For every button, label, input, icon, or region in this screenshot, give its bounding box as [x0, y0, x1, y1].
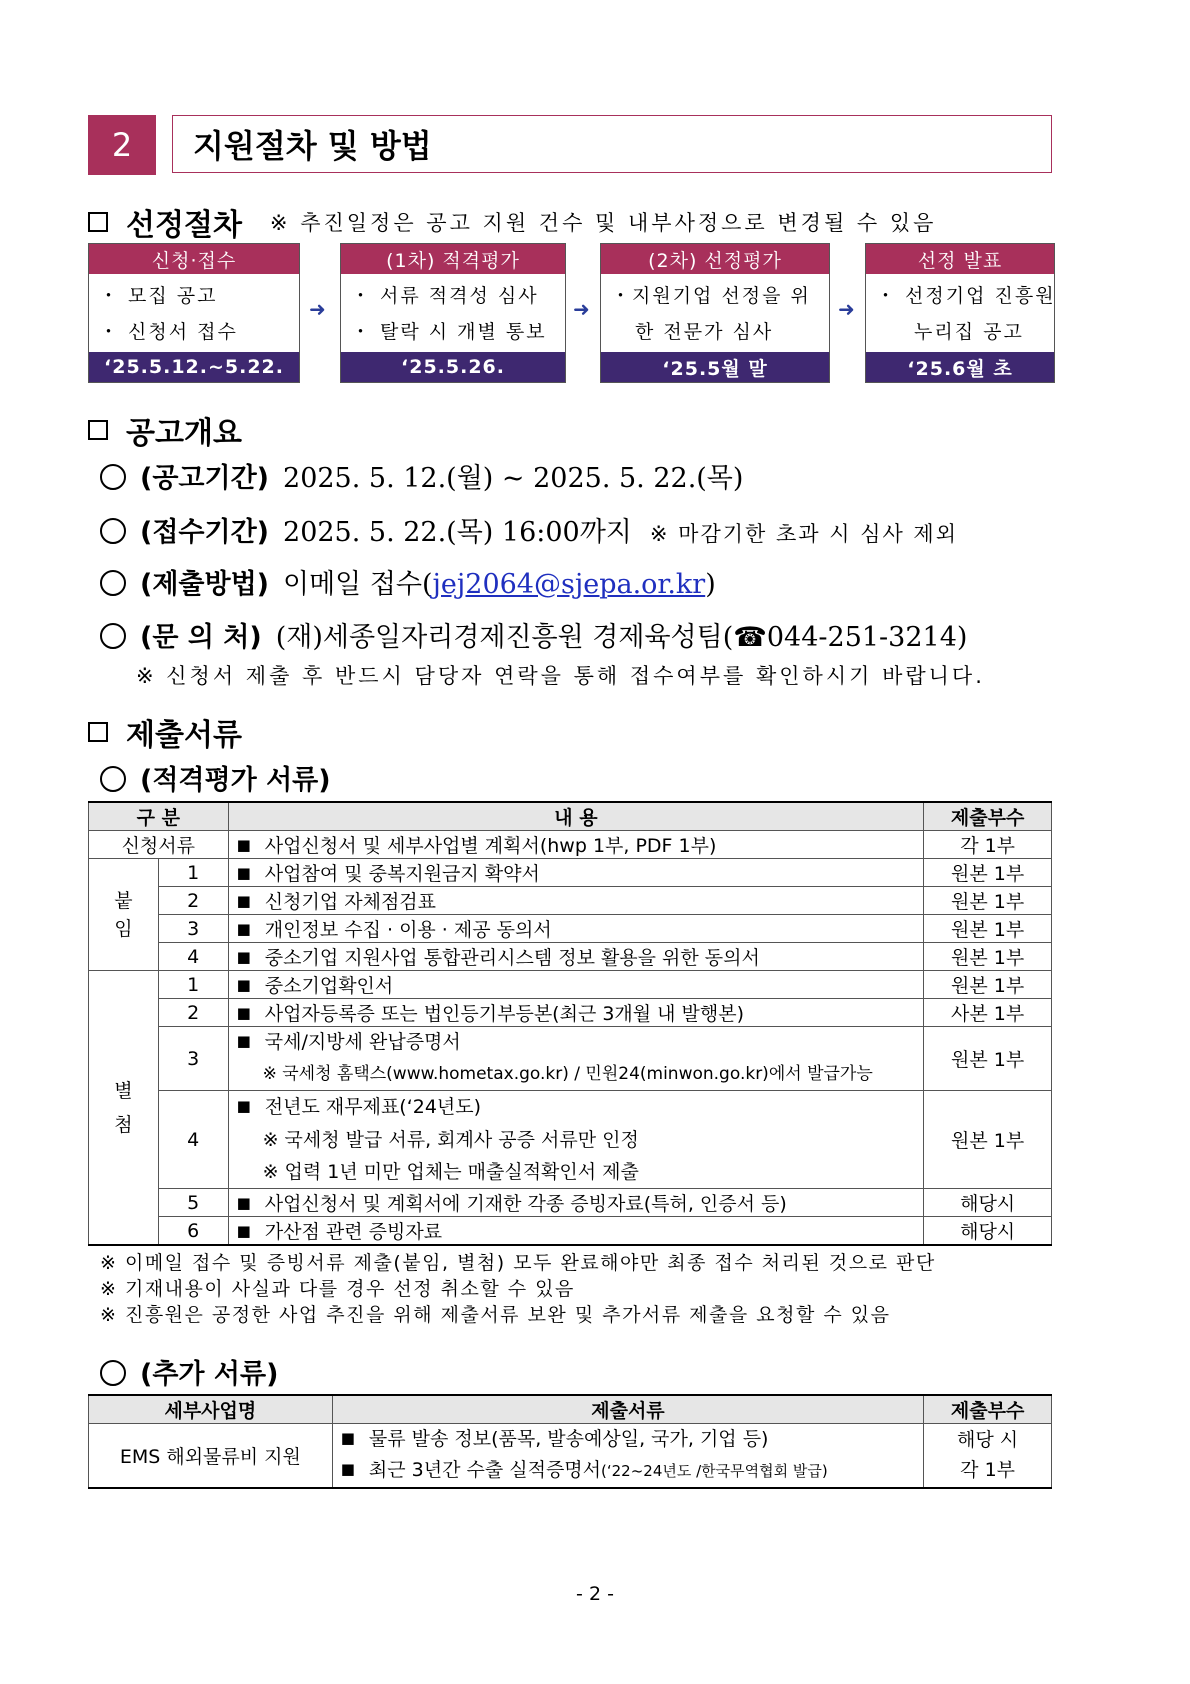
- table-row: [89, 915, 1052, 943]
- row-content-sub: ※ 업력 1년 미만 업체는 매출실적확인서 제출: [262, 1161, 639, 1183]
- table-row: [89, 971, 1052, 999]
- contact-label: (문 의 처): [140, 622, 262, 653]
- row-copies: 원본 1부: [924, 1091, 1052, 1189]
- attached-label-1: 붙: [114, 889, 133, 912]
- row-content: ■ 개인정보 수집 · 이용 · 제공 동의서: [228, 915, 924, 943]
- email-link[interactable]: jej2064@sjepa.or.kr: [432, 569, 706, 600]
- row-content: ■ 사업참여 및 중복지원금지 확약서: [228, 859, 924, 887]
- process-step-3: [600, 243, 830, 383]
- row-content: ■ 가산점 관련 증빙자료: [228, 1217, 924, 1246]
- note-line: ※ 진흥원은 공정한 사업 추진을 위해 제출서류 보완 및 추가서류 제출을 요청할 수 있음: [100, 1304, 891, 1326]
- arrow-right-icon: ➜: [309, 297, 326, 321]
- period-label: (공고기간): [140, 463, 270, 494]
- overview-period: [100, 456, 743, 495]
- arrow-right-icon: ➜: [573, 297, 590, 321]
- row-copies: 원본 1부: [924, 1027, 1052, 1091]
- row-content-sub: ※ 국세청 홈택스(www.hometax.go.kr) / 민원24(minwon.go.kr)에서 발급가능: [262, 1064, 873, 1084]
- circle-bullet-icon: [100, 623, 126, 649]
- row-content: ■ 신청기업 자체점검표: [228, 887, 924, 915]
- step-line: ・ 탈락 시 개별 통보: [351, 321, 547, 343]
- attached-label-2: 임: [114, 917, 133, 940]
- row-no: 1: [158, 859, 228, 887]
- copies-line: 각 1부: [960, 1459, 1016, 1482]
- doc-item-text: ■ 최근 3년간 수출 실적증명서: [341, 1459, 601, 1481]
- row-content-main: ■ 국세/지방세 완납증명서: [237, 1027, 916, 1059]
- section-title: 지원절차 및 방법: [172, 115, 1052, 173]
- step-title: (2차) 선정평가: [601, 244, 829, 274]
- documents-heading: [88, 710, 242, 754]
- row-no: 4: [158, 1091, 228, 1189]
- eligibility-table: [88, 801, 1052, 1246]
- row-copies: 사본 1부: [924, 999, 1052, 1027]
- overview-heading: [88, 408, 242, 452]
- contact-phone: ☎044-251-3214): [733, 622, 968, 653]
- row-copies: 해당시: [924, 1189, 1052, 1217]
- circle-bullet-icon: [100, 1360, 126, 1386]
- row-no: 6: [158, 1217, 228, 1246]
- step-line: ・ 모집 공고: [99, 285, 218, 307]
- row-content: ■ 사업자등록증 또는 법인등기부등본(최근 3개월 내 발행본): [228, 999, 924, 1027]
- row-content: ■ 중소기업 지원사업 통합관리시스템 정보 활용을 위한 동의서: [228, 943, 924, 971]
- circle-bullet-icon: [100, 766, 126, 792]
- checkbox-square-icon: [88, 212, 108, 232]
- row-no: 3: [158, 915, 228, 943]
- eligibility-heading: [100, 758, 345, 797]
- header-name: 세부사업명: [89, 1395, 333, 1424]
- row-content: ■ 중소기업확인서: [228, 971, 924, 999]
- separate-label-1: 별: [114, 1079, 133, 1102]
- checkbox-square-icon: [88, 420, 108, 440]
- selection-heading: [88, 200, 936, 244]
- header-content: 내 용: [228, 802, 924, 831]
- row-copies: 원본 1부: [924, 943, 1052, 971]
- method-value: 이메일 접수(: [283, 569, 433, 600]
- doc-item-note: (‘22~24년도 /한국무역협회 발급): [601, 1462, 828, 1481]
- row-copies: 각 1부: [924, 831, 1052, 859]
- period-value: 2025. 5. 12.(월) ~ 2025. 5. 22.(목): [283, 463, 744, 494]
- attached-label: [89, 859, 159, 971]
- step-title: 선정 발표: [866, 244, 1054, 274]
- table-row: [89, 1027, 1052, 1091]
- doc-item: ■ 물류 발송 정보(품목, 발송예상일, 국가, 기업 등): [341, 1424, 915, 1455]
- circle-bullet-icon: [100, 570, 126, 596]
- table-row: [89, 1217, 1052, 1246]
- process-step-4: [865, 243, 1055, 383]
- step-line: ・ 신청서 접수: [99, 321, 238, 343]
- program-name: EMS 해외물류비 지원: [89, 1424, 333, 1488]
- method-close: ): [705, 569, 716, 600]
- table-row: [89, 859, 1052, 887]
- row-copies: 해당시: [924, 1217, 1052, 1246]
- section-number: 2: [88, 115, 156, 175]
- receipt-value: 2025. 5. 22.(목) 16:00까지: [283, 517, 632, 548]
- step-date: ‘25.6월 초: [866, 352, 1054, 382]
- receipt-label: (접수기간): [140, 517, 270, 548]
- row-copies: 원본 1부: [924, 971, 1052, 999]
- selection-note: ※ 추진일정은 공고 지원 건수 및 내부사정으로 변경될 수 있음: [269, 211, 937, 235]
- table-row: [89, 1189, 1052, 1217]
- step-date: ‘25.5.26.: [341, 352, 565, 382]
- header-docs: 제출서류: [332, 1395, 923, 1424]
- row-copies: 원본 1부: [924, 915, 1052, 943]
- step-line: ・지원기업 선정을 위: [611, 285, 811, 307]
- row-content: [228, 1091, 924, 1189]
- eligibility-heading-text: (적격평가 서류): [140, 765, 331, 796]
- process-step-1: [88, 243, 300, 383]
- doc-item: [341, 1455, 915, 1486]
- contact-note: ※ 신청서 제출 후 반드시 담당자 연락을 통해 접수여부를 확인하시기 바랍니다.: [136, 664, 985, 688]
- overview-receipt: [100, 510, 958, 549]
- receipt-note: ※ 마감기한 초과 시 심사 제외: [649, 522, 959, 546]
- row-content: [228, 1027, 924, 1091]
- separate-label: [89, 971, 159, 1246]
- arrow-right-icon: ➜: [838, 297, 855, 321]
- method-label: (제출방법): [140, 569, 270, 600]
- header-copies: 제출부수: [924, 1395, 1052, 1424]
- table-row: [89, 943, 1052, 971]
- table-row: [89, 1091, 1052, 1189]
- row-content: ■ 사업신청서 및 세부사업별 계획서(hwp 1부, PDF 1부): [228, 831, 924, 859]
- additional-docs: [332, 1424, 923, 1488]
- contact-value: (재)세종일자리경제진흥원 경제육성팀(: [275, 622, 734, 653]
- overview-method: [100, 562, 716, 601]
- separate-label-2: 첨: [114, 1113, 133, 1136]
- checkbox-square-icon: [88, 722, 108, 742]
- row-copies: 원본 1부: [924, 859, 1052, 887]
- table-row: [89, 1424, 1052, 1488]
- row-copies: 원본 1부: [924, 887, 1052, 915]
- row-no: 3: [158, 1027, 228, 1091]
- additional-table: [88, 1394, 1052, 1489]
- row-no: 4: [158, 943, 228, 971]
- table-row: [89, 999, 1052, 1027]
- table-row: [89, 887, 1052, 915]
- circle-bullet-icon: [100, 464, 126, 490]
- step-date: ‘25.5.12.~5.22.: [89, 352, 299, 382]
- row-content-sub: ※ 국세청 발급 서류, 회계사 공증 서류만 인정: [262, 1129, 639, 1151]
- page-number: - 2 -: [576, 1583, 614, 1605]
- row-content: ■ 사업신청서 및 계획서에 기재한 각종 증빙자료(특허, 인증서 등): [228, 1189, 924, 1217]
- table-row: [89, 831, 1052, 859]
- documents-notes: [100, 1250, 936, 1328]
- step-line: ・ 서류 적격성 심사: [351, 285, 539, 307]
- row-content-main: ■ 전년도 재무제표(‘24년도): [237, 1091, 916, 1124]
- documents-heading-text: 제출서류: [126, 718, 242, 753]
- row-no: 1: [158, 971, 228, 999]
- note-line: ※ 이메일 접수 및 증빙서류 제출(붙임, 별첨) 모두 완료해야만 최종 접수 처리된 것으로 판단: [100, 1252, 936, 1274]
- step-line: ・ 선정기업 진흥원: [876, 285, 1056, 307]
- step-line: 한 전문가 심사: [635, 321, 774, 343]
- overview-contact: [100, 615, 967, 654]
- circle-bullet-icon: [100, 518, 126, 544]
- additional-heading-text: (추가 서류): [140, 1359, 279, 1390]
- copies-line: 해당 시: [957, 1429, 1019, 1452]
- process-step-2: [340, 243, 566, 383]
- note-line: ※ 기재내용이 사실과 다를 경우 선정 취소할 수 있음: [100, 1278, 575, 1300]
- selection-heading-text: 선정절차: [126, 208, 242, 243]
- additional-copies: [924, 1424, 1052, 1488]
- overview-heading-text: 공고개요: [126, 416, 242, 451]
- row-no: 2: [158, 887, 228, 915]
- row-category: 신청서류: [89, 831, 229, 859]
- step-date: ‘25.5월 말: [601, 352, 829, 382]
- header-category: 구 분: [89, 802, 229, 831]
- header-copies: 제출부수: [924, 802, 1052, 831]
- row-no: 5: [158, 1189, 228, 1217]
- step-title: (1차) 적격평가: [341, 244, 565, 274]
- additional-heading: [100, 1352, 292, 1391]
- step-line: 누리집 공고: [914, 321, 1024, 343]
- row-no: 2: [158, 999, 228, 1027]
- step-title: 신청·접수: [89, 244, 299, 274]
